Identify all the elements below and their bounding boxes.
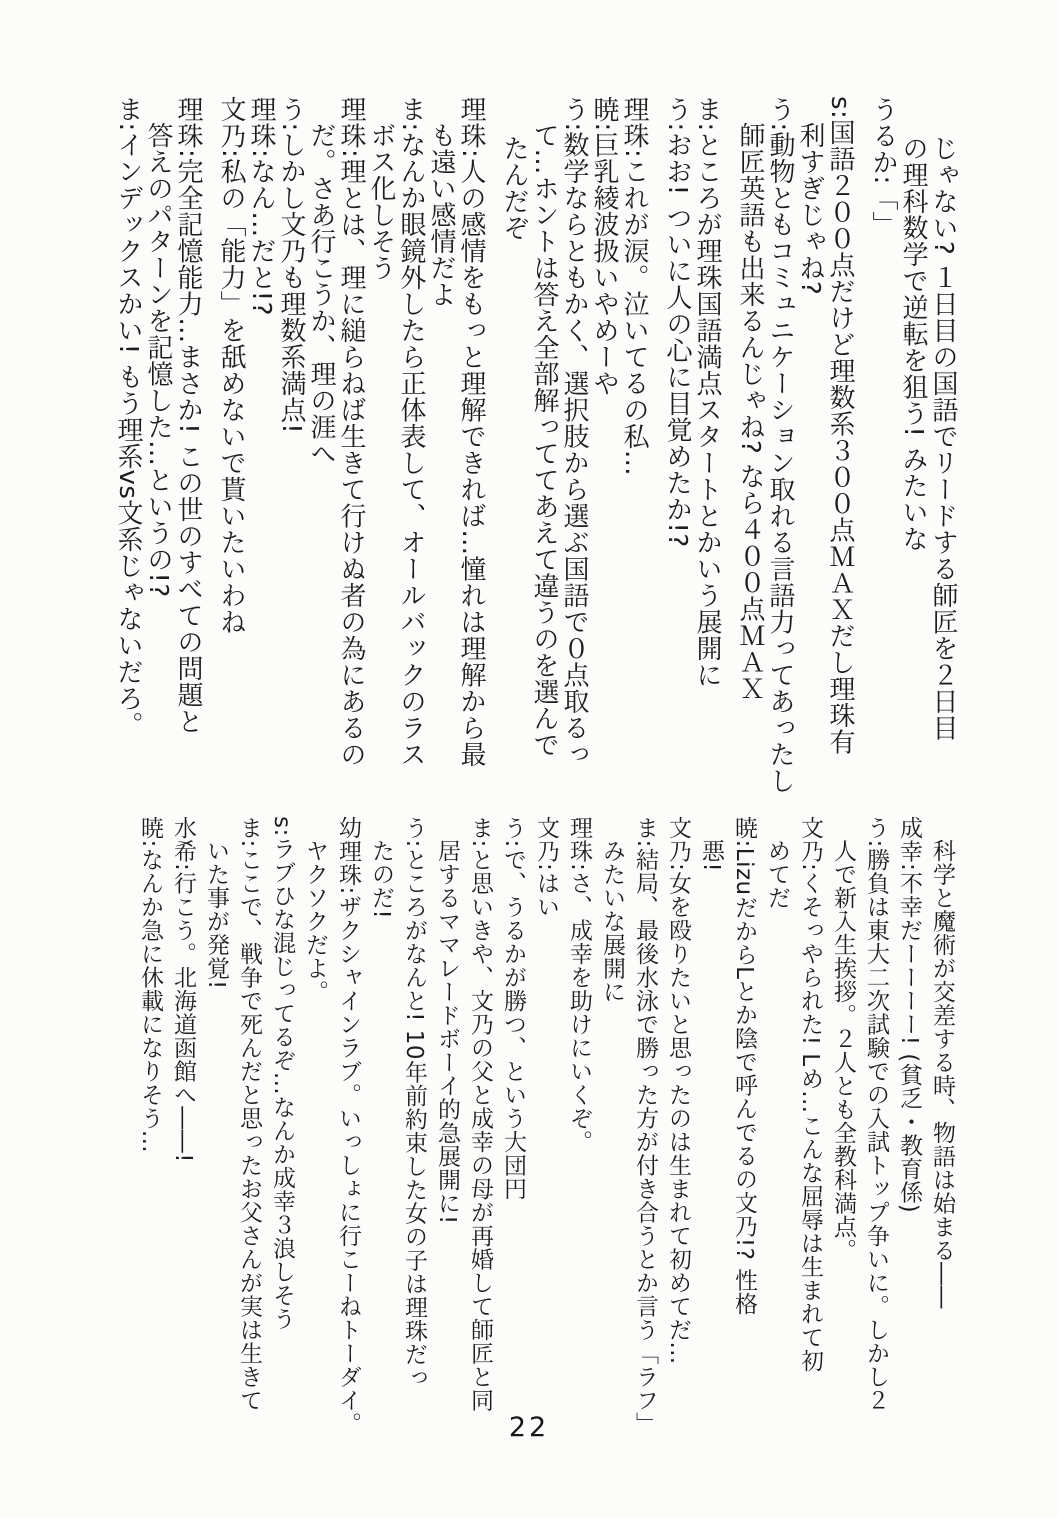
text-line: ま:なんか眼鏡外したら正体表して、オールバックのラス — [396, 96, 426, 768]
text-line: う:しかし文乃も理数系満点! — [276, 96, 306, 435]
text-line: う:勝負は東大二次試験での入試トップ争いに。しかし２ — [863, 816, 889, 1412]
text-line: 理珠:これが涙。泣いてるの私… — [619, 96, 649, 477]
text-line: たんだぞ — [499, 135, 529, 241]
text-line: 理珠:理とは、理に縋らねば生きて行けぬ者の為にあるの — [336, 96, 366, 768]
text-line: う:で、うるかが勝つ、という大団円 — [500, 816, 526, 1201]
text-line: 理珠:人の感情をもっと理解できれば…憧れは理解から最 — [456, 96, 486, 768]
text-line: う:数学ならともかく、選択肢から選ぶ国語で０点取るっ — [559, 96, 589, 768]
text-line: う:動物ともコミュニケーション取れる言語力ってあったし — [765, 96, 795, 795]
text-line: s:ラブひな混じってるぞ…なんか成幸３浪しそう — [269, 816, 295, 1331]
page-number: 22 — [508, 1412, 550, 1443]
text-line: ま:ところが理珠国語満点スタートとかいう展開に — [692, 96, 722, 689]
text-line: 人で新入生挨拶。２人とも全教科満点。 — [830, 839, 856, 1262]
text-line: s:国語２００点だけど理数系３００点ＭＡＸだし理珠有 — [825, 96, 855, 756]
text-line: ま:結局、最後水泳で勝った方が付き合うとか言う「ラフ」 — [632, 816, 658, 1436]
text-line: 理珠:なん…だと!? — [246, 96, 276, 316]
text-line: も遠い感情だよ — [426, 122, 456, 308]
text-line: めてだ — [764, 839, 790, 910]
text-line: の理科数学で逆転を狙う! みたいな — [898, 135, 928, 553]
text-line: 利すぎじゃね? — [795, 122, 825, 296]
text-line: 幼理珠:ザクシャインラブ。いっしょに行こーねトーダイ。 — [335, 816, 361, 1436]
text-line: 理珠:完全記憶能力…まさか! この世のすべての問題と — [173, 96, 203, 735]
text-line: 文乃:女を殴りたいと思ったのは生まれて初めてだ… — [665, 816, 691, 1365]
text-line: いた事が発覚! — [203, 839, 229, 990]
text-line: 師匠英語も出来るんじゃね? なら４００点ＭＡＸ — [735, 122, 765, 702]
text-line: 成幸:不幸だーーーー! (貧乏・教育係) — [896, 816, 922, 1214]
text-line: 科学と魔術が交差する時、物語は始まる―― — [929, 839, 955, 1309]
bottom-text-block — [133, 816, 958, 1441]
text-line: 暁:なんか急に休載になりそう… — [137, 816, 163, 1154]
text-line: うるか:「」 — [868, 96, 898, 238]
text-line: 答えのパターンを記憶した…というの!? — [143, 122, 173, 598]
text-line: て…ホントは答え全部解っててあえて違うのを選んで — [529, 122, 559, 758]
top-text-block — [113, 96, 958, 841]
text-line: 暁:LizuだからLとか陰で呼んでるの文乃!? 性格 — [731, 816, 757, 1316]
text-line: 水希:行こう。北海道函館へ――! — [170, 816, 196, 1163]
text-line: ま:と思いきや、文乃の父と成幸の母が再婚して師匠と同 — [467, 816, 493, 1412]
text-line: 暁:巨乳綾波扱いやめーや — [589, 96, 619, 397]
text-line: みたいな展開に — [599, 839, 625, 1004]
text-line: 文乃:私の「能力」を舐めないで貰いたいわね — [216, 96, 246, 636]
text-line: ボス化しそう — [366, 122, 396, 281]
text-line: じゃない? １日目の国語でリードする師匠を２日目 — [928, 135, 958, 742]
text-line: 悪! — [698, 839, 724, 873]
text-line: 文乃:くそっやられた! Lめ…こんな屈辱は生まれて初 — [797, 816, 823, 1373]
text-line: 理珠:さ、成幸を助けにいくぞ。 — [566, 816, 592, 1154]
text-line: ヤクソクだよ。 — [302, 839, 328, 1004]
text-line: ま:ここで、戦争で死んだと思ったお父さんが実は生きて — [236, 816, 262, 1412]
text-line: だ。さあ行こうか、理の涯へ — [306, 122, 336, 467]
text-line: たのだ! — [368, 839, 394, 920]
text-line: う:ところがなんと! 10年前約束した女の子は理珠だっ — [401, 816, 427, 1390]
text-line: ま:インデックスかい! もう理系vs文系じゃないだろ。 — [113, 96, 143, 738]
text-line: う:おお! ついに人の心に目覚めたか!? — [662, 96, 692, 548]
text-line: 文乃:はい — [533, 816, 559, 919]
text-line: 居するママレードボーイ的急展開に! — [434, 839, 460, 1225]
